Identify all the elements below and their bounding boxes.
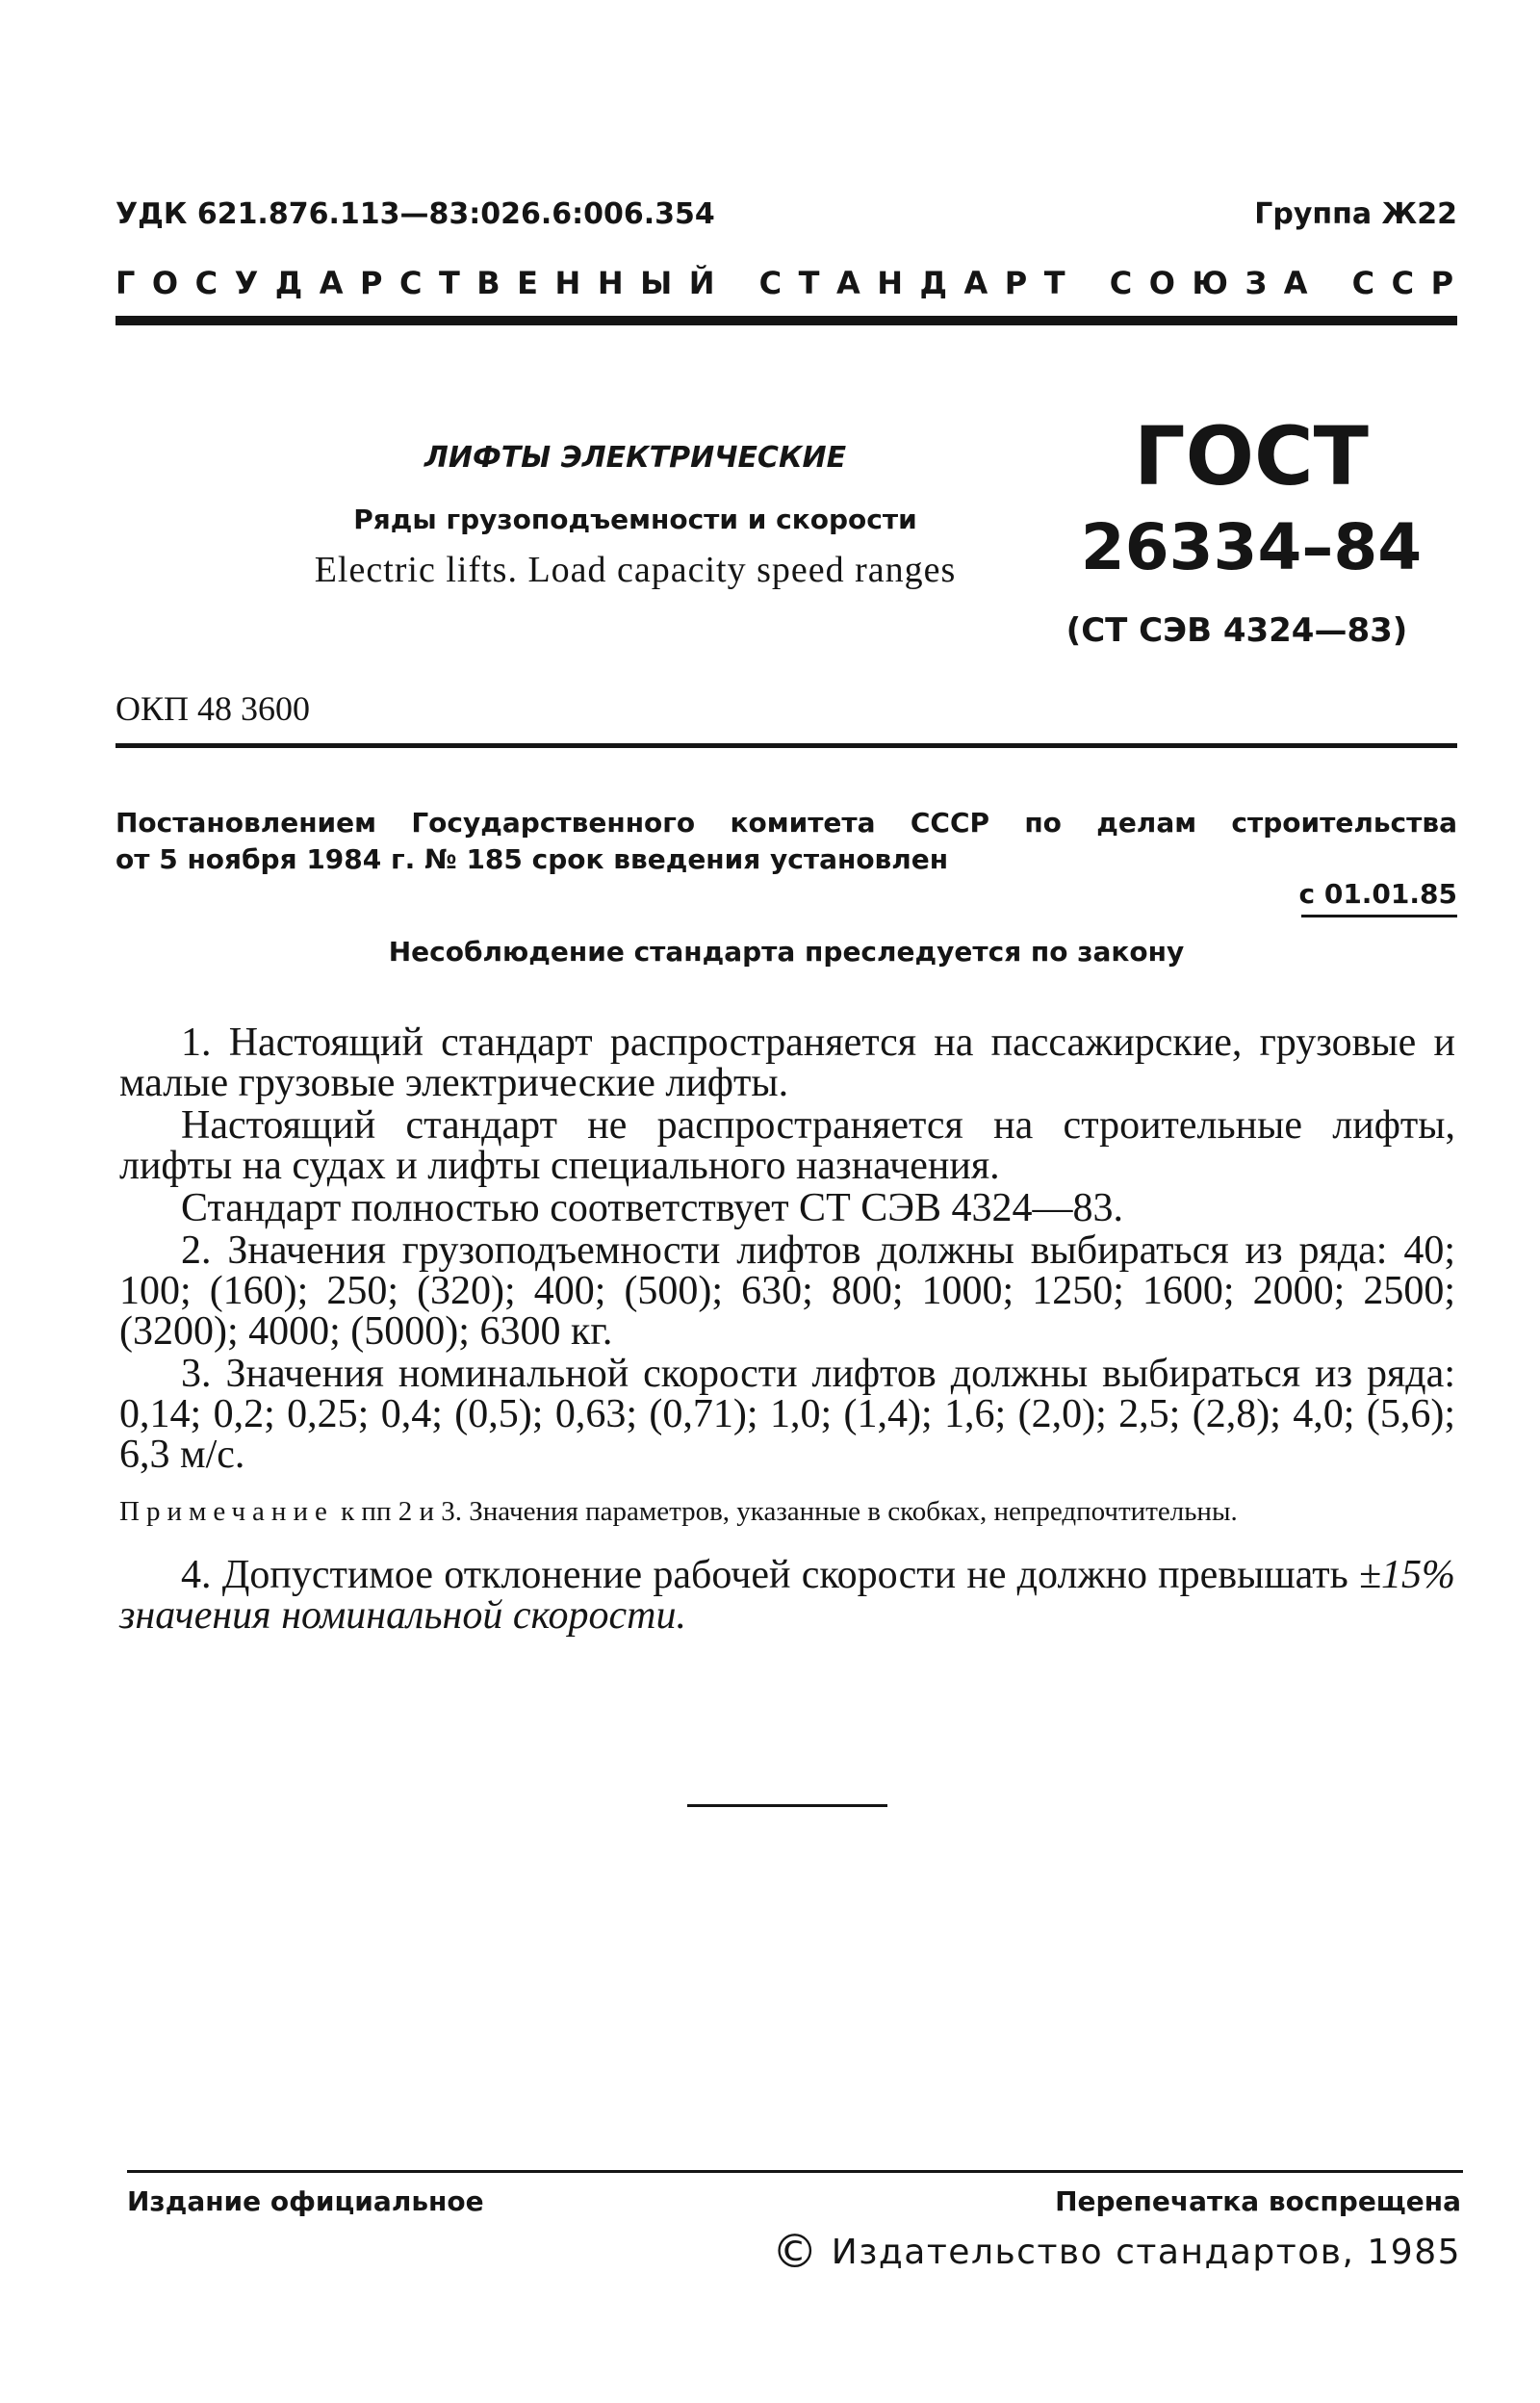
document-subtitle: Ряды грузоподъемности и скорости xyxy=(353,504,917,535)
edition-label: Издание официальное xyxy=(127,2185,484,2217)
note-text: к пп 2 и 3. Значения параметров, указанные в скобках, непредпочтительны. xyxy=(333,1496,1238,1527)
clause-2-load-capacity: 2. Значения грузоподъемности лифтов должны выбираться из ряда: 40; 100; (160); 250; (320); 400; (500); 630; 800; 1000; 1250; 1600; 2000; 2500; (3200); 4000; (5000); 6300 кг. xyxy=(119,1228,1455,1354)
effective-date: с 01.01.85 xyxy=(1298,878,1457,910)
note-label: Примечание xyxy=(119,1496,334,1527)
end-rule xyxy=(687,1804,887,1807)
note xyxy=(119,1496,1455,1528)
decree-line-1: Постановлением Государственного комитета СССР по делам строительства xyxy=(116,807,1457,839)
effective-date-underline xyxy=(1301,915,1457,917)
clause-1-exclusions: Настоящий стандарт не распространяется на строительные лифты, лифты на судах и лифты специального назначения. xyxy=(119,1103,1455,1188)
group-code: Группа Ж22 xyxy=(1254,197,1457,231)
state-standard-heading: ГОСУДАРСТВЕННЫЙ СТАНДАРТ СОЮЗА ССР xyxy=(116,265,1471,301)
clause-4-start: 4. Допустимое отклонение рабочей скорости не должно превышать xyxy=(181,1553,1359,1597)
clause-4-italic: ±15% значения номинальной скорости. xyxy=(119,1553,1455,1638)
copyright-line xyxy=(771,2225,1461,2279)
footer-rule xyxy=(127,2170,1463,2173)
udk-code: УДК 621.876.113—83:026.6:006.354 xyxy=(116,197,715,231)
copyright-icon: © xyxy=(771,2225,818,2279)
english-title: Electric lifts. Load capacity speed ranges xyxy=(314,550,957,590)
clause-3-speed: 3. Значения номинальной скорости лифтов должны выбираться из ряда: 0,14; 0,2; 0,25; 0,4; (0,5); 0,63; (0,71); 1,0; (1,4); 1,6; (2,0); 2,5; (2,8); 4,0; (5,6); 6,3 м/с. xyxy=(119,1352,1455,1477)
clause-1-compliance: Стандарт полностью соответствует СТ СЭВ 4324—83. xyxy=(181,1186,1123,1230)
section-rule xyxy=(116,743,1457,748)
header-rule xyxy=(116,316,1457,325)
reprint-notice: Перепечатка воспрещена xyxy=(1055,2185,1461,2217)
document-title: ЛИФТЫ ЭЛЕКТРИЧЕСКИЕ xyxy=(424,441,847,475)
clause-4-deviation xyxy=(119,1555,1455,1636)
okp-code: ОКП 48 3600 xyxy=(116,689,311,728)
legal-notice: Несоблюдение стандарта преследуется по закону xyxy=(388,936,1185,968)
standard-body xyxy=(119,1022,1455,1636)
decree-line-2: от 5 ноября 1984 г. № 185 срок введения установлен xyxy=(116,843,949,875)
st-sev-reference: (СТ СЭВ 4324—83) xyxy=(1065,611,1408,650)
clause-1-scope: 1. Настоящий стандарт распространяется на пассажирские, грузовые и малые грузовые электрические лифты. xyxy=(119,1021,1455,1105)
gost-number: 26334–84 xyxy=(1080,510,1423,584)
gost-label: ГОСТ xyxy=(1134,409,1369,504)
publisher: Издательство стандартов, 1985 xyxy=(831,2232,1461,2272)
